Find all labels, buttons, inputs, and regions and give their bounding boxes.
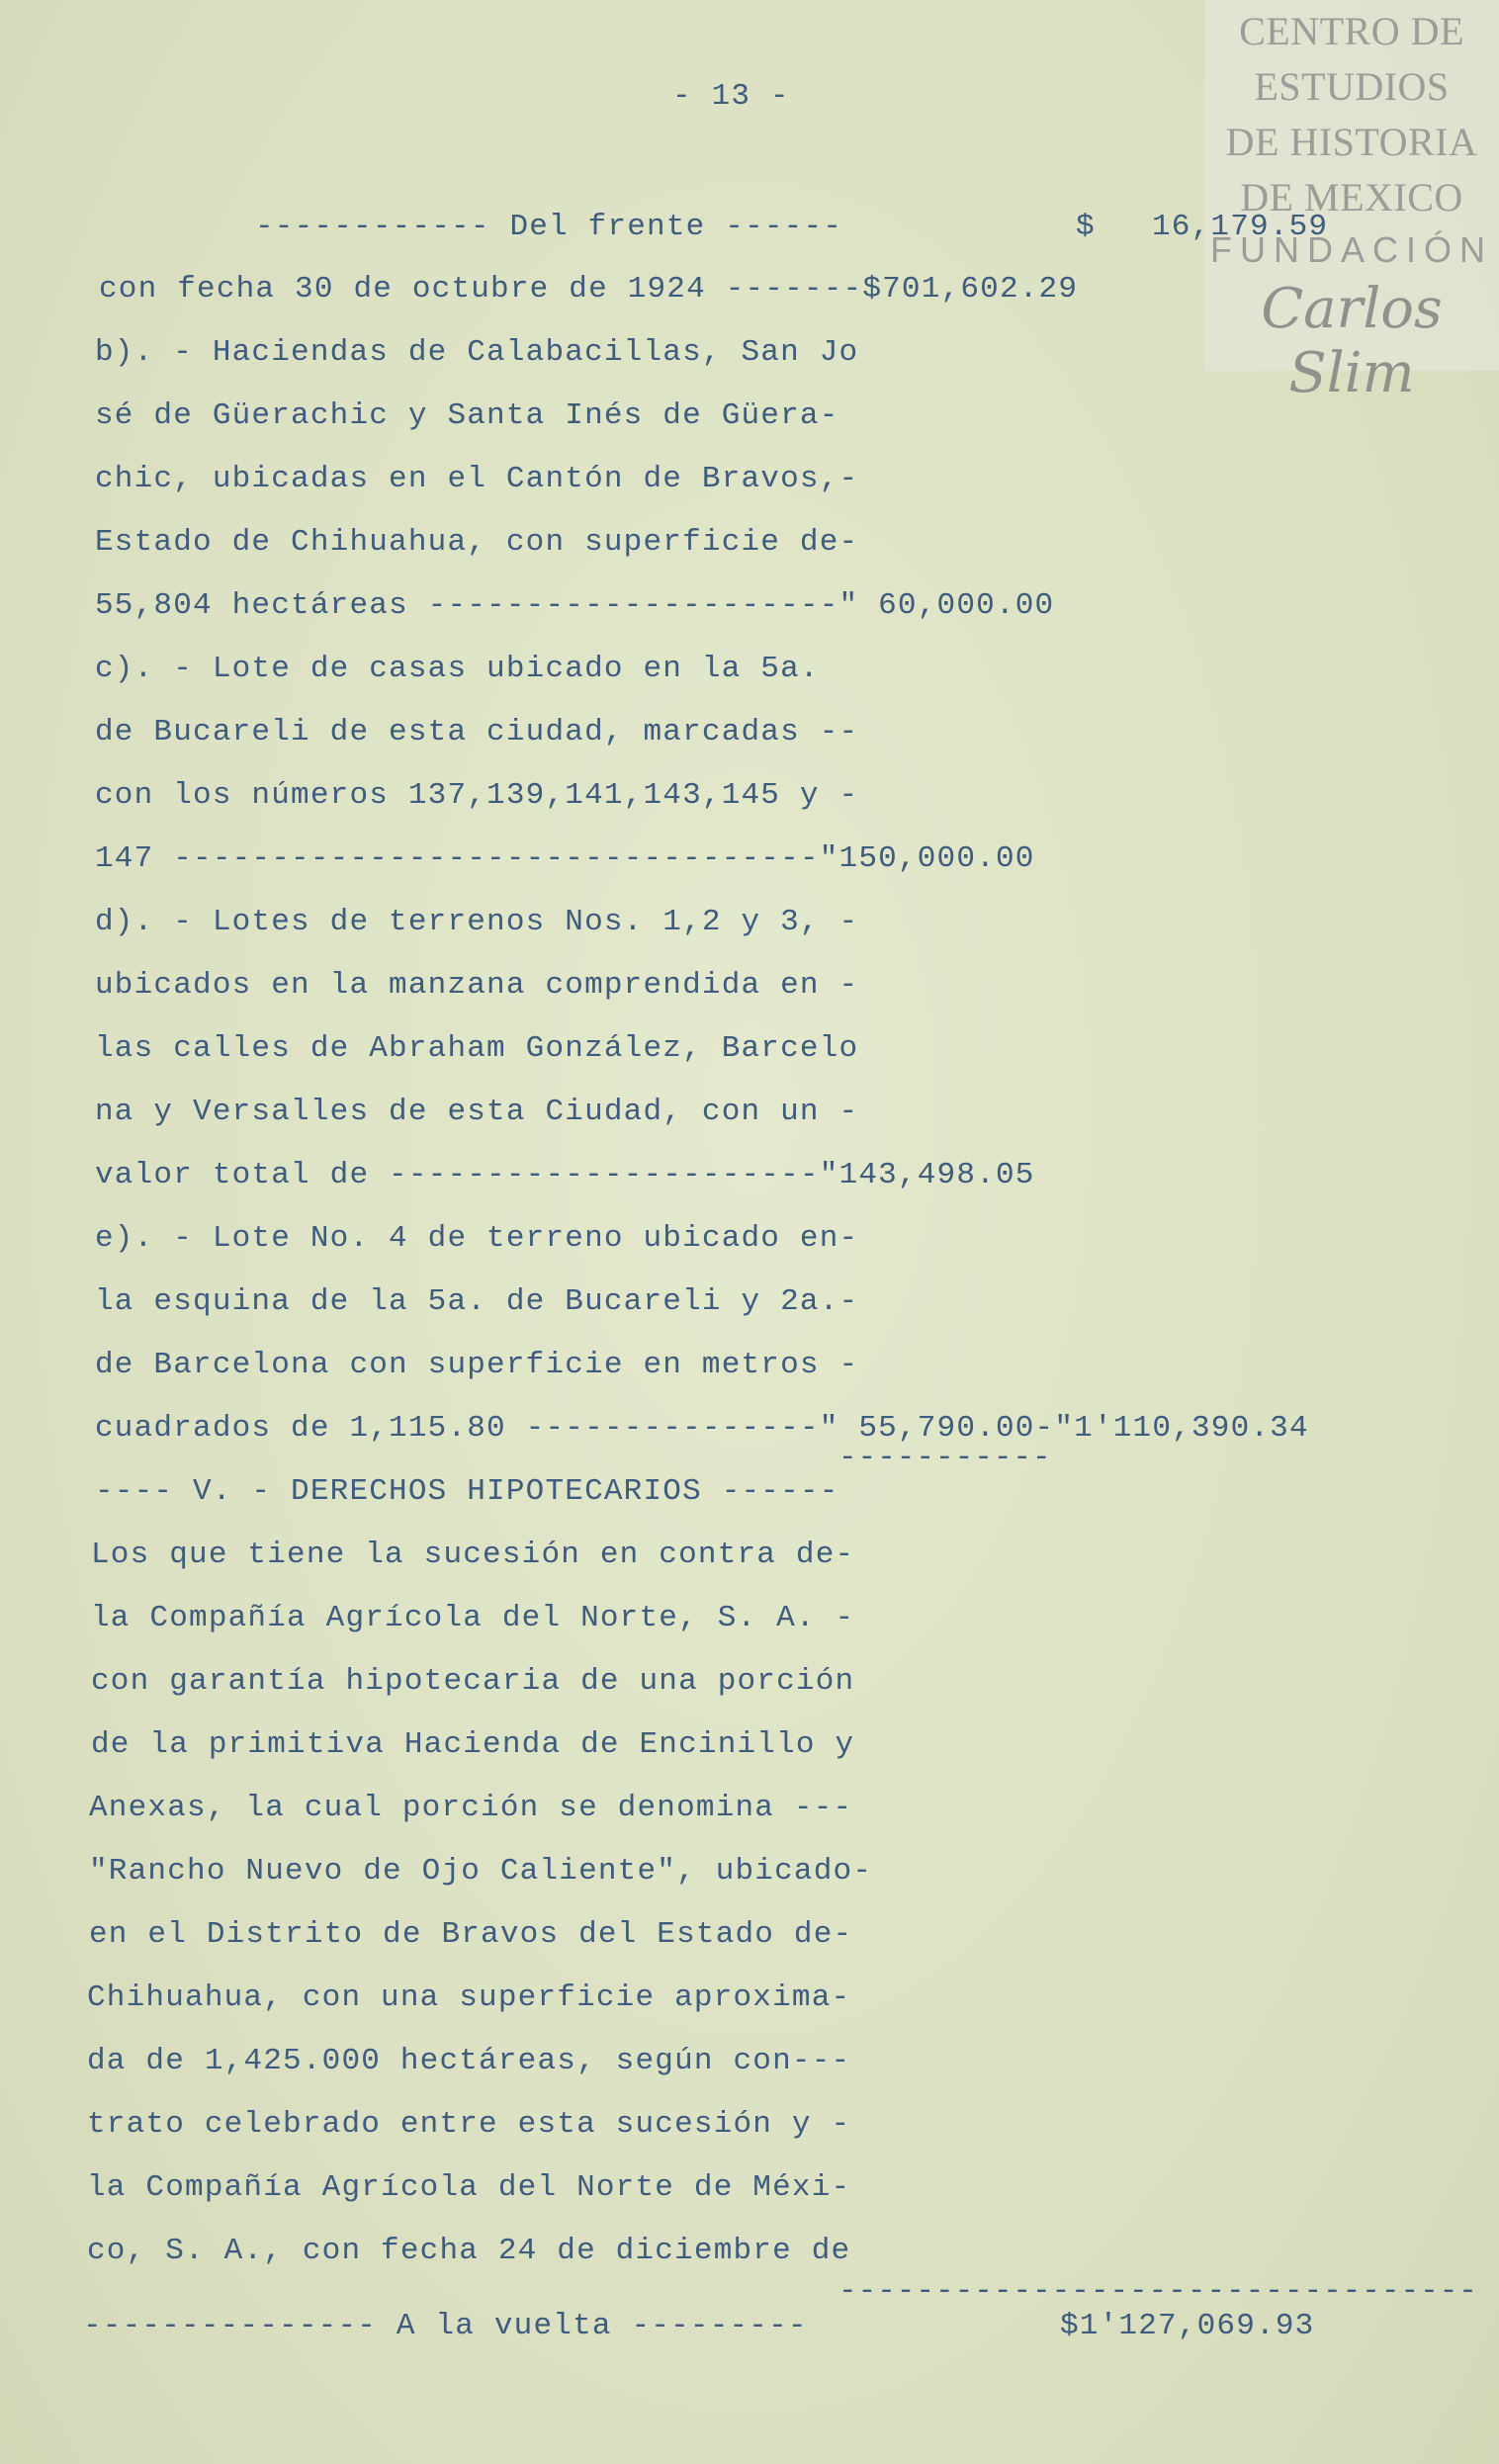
watermark-signature: Carlos Slim [1261,277,1443,405]
text-line-30: trato celebrado entre esta sucesión y - [87,2107,851,2142]
text-line-24: de la primitiva Hacienda de Encinillo y [91,1727,855,1762]
text-line-25: Anexas, la cual porción se denomina --- [89,1791,853,1825]
text-line-15: valor total de ----------------------"143,498.05 [95,1158,1035,1192]
watermark-line-3: DE HISTORIA [1225,120,1478,164]
text-line-17: la esquina de la 5a. de Bucareli y 2a.- [95,1284,859,1319]
text-line-13: las calles de Abraham González, Barcelo [95,1031,859,1066]
archive-watermark [1204,0,1499,405]
text-line-19: cuadrados de 1,115.80 ---------------" 55,790.00-"1'110,390.34 [95,1411,1309,1446]
text-line-2: b). - Haciendas de Calabacillas, San Jo [95,335,859,370]
text-line-29: da de 1,425.000 hectáreas, según con--- [87,2044,851,2078]
text-line-9: con los números 137,139,141,143,145 y - [95,778,859,813]
text-line-11: d). - Lotes de terrenos Nos. 1,2 y 3, - [95,905,859,939]
text-line-4: chic, ubicadas en el Cantón de Bravos,- [95,462,859,496]
text-line-7: c). - Lote de casas ubicado en la 5a. [95,652,820,686]
a-la-vuelta-label: --------------- A la vuelta --------- [83,2309,808,2343]
page-number: - 13 - [672,79,790,114]
dollar-sign: $ [1076,210,1096,244]
text-line-31: la Compañía Agrícola del Norte de Méxi- [87,2170,851,2205]
text-line-18: de Barcelona con superficie en metros - [95,1348,859,1382]
watermark-line-2: ESTUDIOS [1254,64,1450,109]
text-line-6: 55,804 hectáreas ---------------------" 60,000.00 [95,588,1055,623]
watermark-fundacion: FUNDACIÓN [1210,229,1493,270]
text-line-16: e). - Lote No. 4 de terreno ubicado en- [95,1221,859,1256]
text-line-26: "Rancho Nuevo de Ojo Caliente", ubicado- [89,1854,873,1889]
text-line-23: con garantía hipotecaria de una porción [91,1664,855,1699]
del-frente-label: ------------ Del frente ------ [255,210,843,244]
text-line-20: ---- V. - DERECHOS HIPOTECARIOS ------ [95,1474,839,1509]
text-line-12: ubicados en la manzana comprendida en - [95,968,859,1003]
text-line-27: en el Distrito de Bravos del Estado de- [89,1917,853,1952]
text-line-1: con fecha 30 de octubre de 1924 -------$701,602.29 [99,272,1079,307]
text-line-10: 147 ---------------------------------"150,000.00 [95,841,1035,876]
text-line-3: sé de Güerachic y Santa Inés de Güera- [95,398,839,433]
total-amount: $1'127,069.93 [1060,2309,1315,2343]
text-line-8: de Bucareli de esta ciudad, marcadas -- [95,715,859,749]
carry-forward-amount: 16,179.59 [1152,210,1329,244]
text-line-28: Chihuahua, con una superficie aproxima- [87,1980,851,2015]
text-line-32: co, S. A., con fecha 24 de diciembre de [87,2234,851,2268]
subtotal-underline: ----------- [838,1441,1052,1475]
text-line-21: Los que tiene la sucesión en contra de- [91,1538,855,1572]
text-line-14: na y Versalles de esta Ciudad, con un - [95,1095,859,1129]
text-line-5: Estado de Chihuahua, con superficie de- [95,525,859,560]
watermark-line-4: DE MEXICO [1240,175,1463,220]
watermark-line-1: CENTRO DE [1239,9,1464,53]
text-line-22: la Compañía Agrícola del Norte, S. A. - [91,1601,855,1635]
total-underline: --------------------------------- [838,2274,1478,2309]
